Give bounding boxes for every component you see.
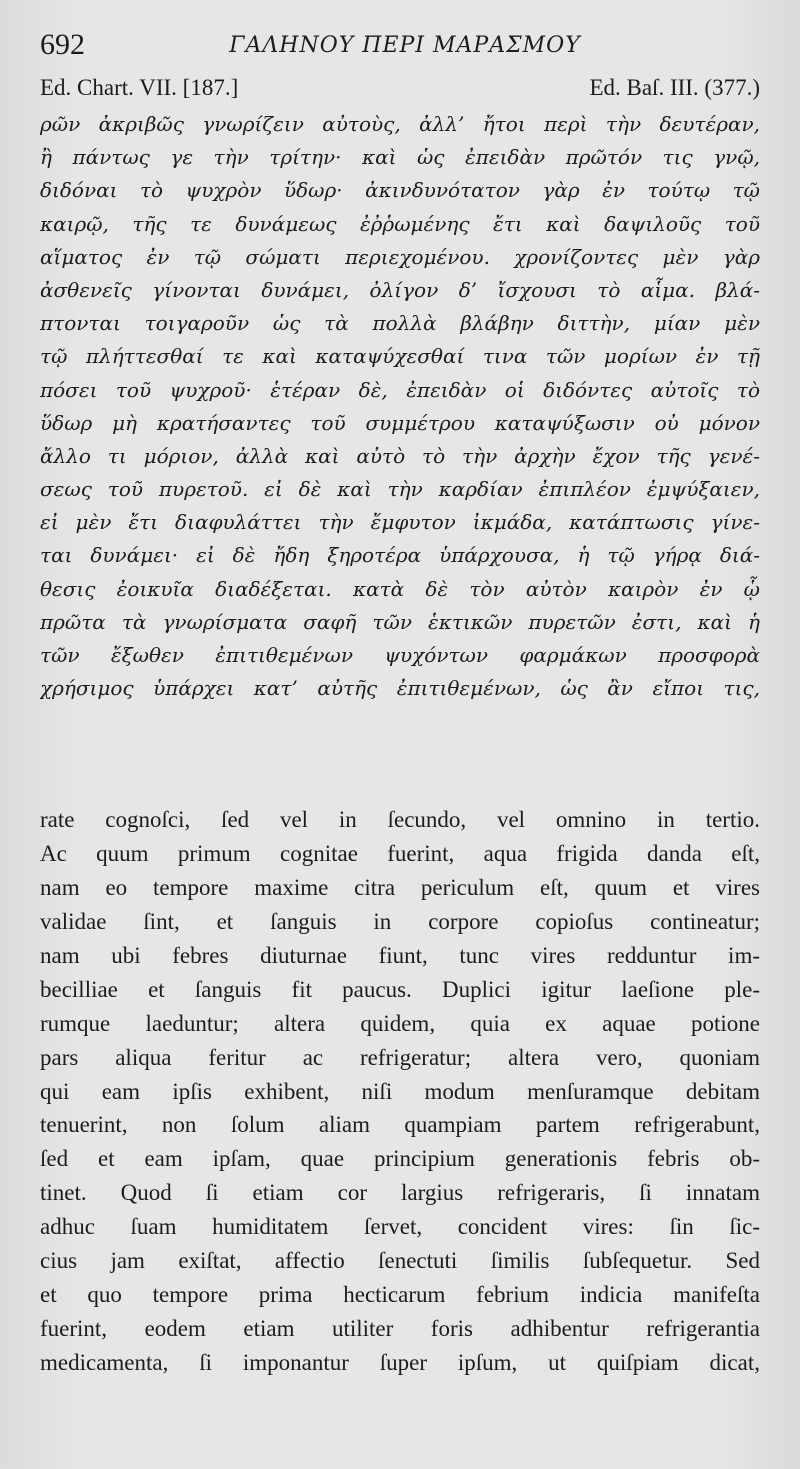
greek-line: χρήσιμος ὑπάρχει κατ’ αὐτῆς ἐπιτιθεμένων, ὡς ἂν εἴποι τις,: [40, 676, 760, 701]
latin-line: nam eo tempore maxime citra periculum eſt, quum et vires: [40, 875, 760, 901]
greek-line: πτονται τοιγαροῦν ὡς τὰ πολλὰ βλάβην διττὴν, μίαν μὲν: [40, 311, 760, 336]
latin-line: cius jam exiſtat, affectio ſenectuti ſimilis ſubſequetur. Sed: [40, 1247, 760, 1273]
greek-line: καιρῷ, τῆς τε δυνάμεως ἐῤῥωμένης ἔτι καὶ δαψιλοῦς τοῦ: [40, 211, 760, 236]
latin-line: becilliae et ſanguis fit paucus. Duplici igitur laeſione ple-: [40, 976, 760, 1002]
latin-line: pars aliqua feritur ac refrigeratur; altera vero, quoniam: [40, 1044, 760, 1070]
latin-line: medicamenta, ſi imponantur ſuper ipſum, ut quiſpiam dicat,: [40, 1349, 760, 1375]
greek-line: διδόναι τὸ ψυχρὸν ὕδωρ· ἀκινδυνότατον γὰρ ἐν τούτῳ τῷ: [40, 178, 760, 203]
page-header: [40, 0, 760, 72]
latin-line: rumque laeduntur; altera quidem, quia ex aquae potione: [40, 1010, 760, 1036]
greek-line: τῷ πλήττεσθαί τε καὶ καταψύχεσθαί τινα τῶν μορίων ἐν τῇ: [40, 344, 760, 369]
latin-line: nam ubi febres diuturnae fiunt, tunc vires redduntur im-: [40, 942, 760, 968]
column-gap: [40, 705, 760, 803]
edition-ref-basel: Ed. Baſ. III. (377.): [589, 75, 760, 100]
greek-line: ἀσθενεῖς γίνονται δυνάμει, ὀλίγον δ’ ἴσχουσι τὸ αἷμα. βλά-: [40, 277, 760, 302]
greek-line: σεως τοῦ πυρετοῦ. εἰ δὲ καὶ τὴν καρδίαν ἐπιπλέον ἐμψύξαιεν,: [40, 477, 760, 502]
latin-line: qui eam ipſis exhibent, niſi modum menſuramque debitam: [40, 1078, 760, 1104]
greek-text-block: [40, 108, 760, 705]
latin-line: fuerint, eodem etiam utiliter foris adhibentur refrigerantia: [40, 1315, 760, 1341]
edition-references: [40, 72, 760, 108]
greek-line: τῶν ἔξωθεν ἐπιτιθεμένων ψυχόντων φαρμάκων προσφορὰ: [40, 643, 760, 667]
latin-line: Ac quum primum cognitae fuerint, aqua frigida danda eſt,: [40, 841, 760, 867]
greek-line: ἄλλο τι μόριον, ἀλλὰ καὶ αὐτὸ τὸ τὴν ἀρχὴν ἔχον τῆς γενέ-: [40, 443, 760, 468]
greek-line: ται δυνάμει· εἰ δὲ ἤδη ξηροτέρα ὑπάρχουσα, ἡ τῷ γήρᾳ διά-: [40, 543, 760, 568]
latin-line: rate cognoſci, ſed vel in ſecundo, vel omnino in tertio.: [40, 807, 760, 833]
latin-text-block: [40, 803, 760, 1379]
greek-line: αἵματος ἐν τῷ σώματι περιεχομένου. χρονίζοντες μὲν γὰρ: [40, 244, 760, 269]
greek-line: ἢ πάντως γε τὴν τρίτην· καὶ ὡς ἐπειδὰν πρῶτόν τις γνῷ,: [40, 145, 760, 170]
greek-line: θεσις ἐοικυῖα διαδέξεται. κατὰ δὲ τὸν αὐτὸν καιρὸν ἐν ᾧ: [40, 576, 760, 601]
latin-line: et quo tempore prima hecticarum febrium indicia manifeſta: [40, 1281, 760, 1307]
page-number: 692: [40, 28, 85, 61]
greek-line: ὕδωρ μὴ κρατήσαντες τοῦ συμμέτρου καταψύξωσιν οὐ μόνον: [40, 410, 760, 435]
running-title: ΓΑΛΗΝΟΥ ΠΕΡΙ ΜΑΡΑΣΜΟΥ: [229, 33, 581, 58]
edition-ref-chartier: Ed. Chart. VII. [187.]: [40, 75, 239, 100]
greek-line: εἰ μὲν ἔτι διαφυλάττει τὴν ἔμφυτον ἰκμάδα, κατάπτωσις γίνε-: [40, 510, 760, 535]
greek-line: πρῶτα τὰ γνωρίσματα σαφῆ τῶν ἑκτικῶν πυρετῶν ἐστι, καὶ ἡ: [40, 609, 760, 634]
latin-line: adhuc ſuam humiditatem ſervet, concident vires: ſin ſic-: [40, 1214, 760, 1240]
latin-line: validae ſint, et ſanguis in corpore copioſus contineatur;: [40, 909, 760, 935]
latin-line: tenuerint, non ſolum aliam quampiam partem refrigerabunt,: [40, 1112, 760, 1138]
greek-line: ρῶν ἀκριβῶς γνωρίζειν αὐτοὺς, ἀλλ’ ἤτοι περὶ τὴν δευτέραν,: [40, 112, 760, 136]
greek-line: πόσει τοῦ ψυχροῦ· ἑτέραν δὲ, ἐπειδὰν οἱ διδόντες αὐτοῖς τὸ: [40, 377, 760, 402]
latin-line: tinet. Quod ſi etiam cor largius refrigeraris, ſi innatam: [40, 1180, 760, 1206]
latin-line: ſed et eam ipſam, quae principium generationis febris ob-: [40, 1146, 760, 1172]
